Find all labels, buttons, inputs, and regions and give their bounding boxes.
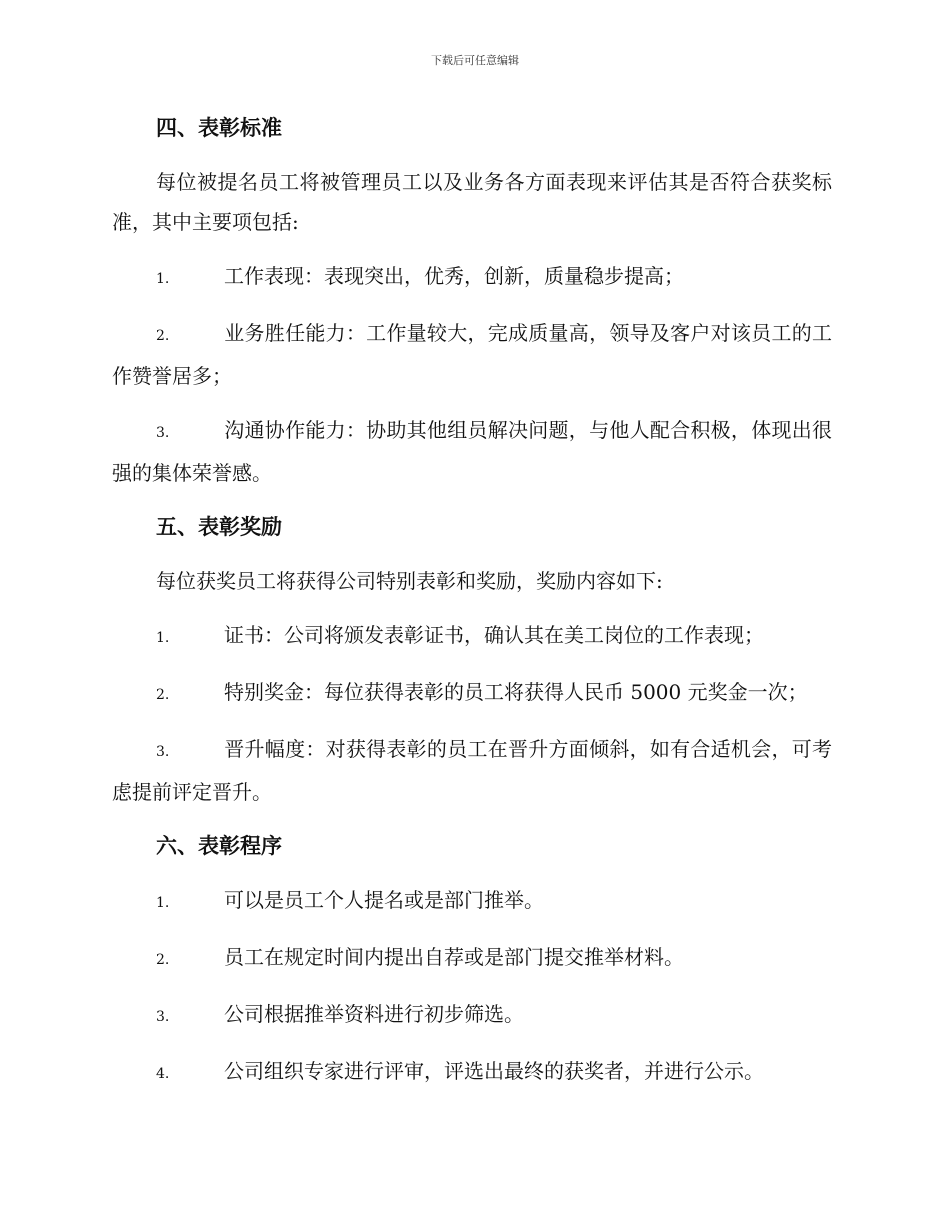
section-heading-procedure: 六、表彰程序: [156, 834, 282, 858]
list-item-text: 工作表现：表现突出，优秀，创新，质量稳步提高；: [224, 264, 684, 288]
list-item: [112, 880, 832, 923]
list-item: [112, 937, 832, 980]
list-item-text: 证书：公司将颁发表彰证书，确认其在美工岗位的工作表现；: [224, 623, 764, 647]
list-item: [112, 1051, 832, 1094]
list-item-number: 2.: [156, 687, 170, 703]
list-item-number: 1.: [156, 895, 170, 911]
list-item-number: 4.: [156, 1066, 170, 1082]
document-body: [112, 108, 832, 1108]
list-item: [112, 410, 832, 493]
list-item-number: 1.: [156, 630, 170, 646]
list-item-text: 公司组织专家进行评审，评选出最终的获奖者，并进行公示。: [224, 1059, 764, 1083]
list-item-text: 业务胜任能力：工作量较大，完成质量高，领导及客户对该员工的工作赞誉居多；: [112, 321, 832, 388]
list-item-text: 可以是员工个人提名或是部门推举。: [224, 888, 544, 912]
list-item-number: 3.: [156, 744, 170, 760]
list-item: [112, 256, 832, 299]
list-item-text: 员工在规定时间内提出自荐或是部门提交推举材料。: [224, 945, 684, 969]
list-item: [112, 672, 832, 715]
list-item-text: 晋升幅度：对获得表彰的员工在晋升方面倾斜，如有合适机会，可考虑提前评定晋升。: [112, 737, 832, 804]
section-intro-rewards: 每位获奖员工将获得公司特别表彰和奖励，奖励内容如下:: [156, 569, 663, 593]
page-header: 下载后可任意编辑: [431, 54, 519, 67]
list-item-text: 公司根据推举资料进行初步筛选。: [224, 1002, 524, 1026]
list-item-text: 沟通协作能力：协助其他组员解决问题，与他人配合积极，体现出很强的集体荣誉感。: [112, 418, 832, 485]
list-item: [112, 615, 832, 658]
list-item: [112, 313, 832, 396]
list-item-text: 特别奖金：每位获得表彰的员工将获得人民币 5000 元奖金一次；: [224, 680, 808, 704]
list-item: [112, 994, 832, 1037]
section-heading-rewards: 五、表彰奖励: [156, 515, 282, 539]
list-item: [112, 729, 832, 812]
list-item-number: 1.: [156, 271, 170, 287]
list-item-number: 2.: [156, 952, 170, 968]
list-item-number: 3.: [156, 425, 170, 441]
section-heading-standards: 四、表彰标准: [156, 116, 282, 140]
section-intro-standards: 每位被提名员工将被管理员工以及业务各方面表现来评估其是否符合获奖标准，其中主要项包括:: [112, 170, 832, 234]
list-item-number: 2.: [156, 328, 170, 344]
list-item-number: 3.: [156, 1009, 170, 1025]
